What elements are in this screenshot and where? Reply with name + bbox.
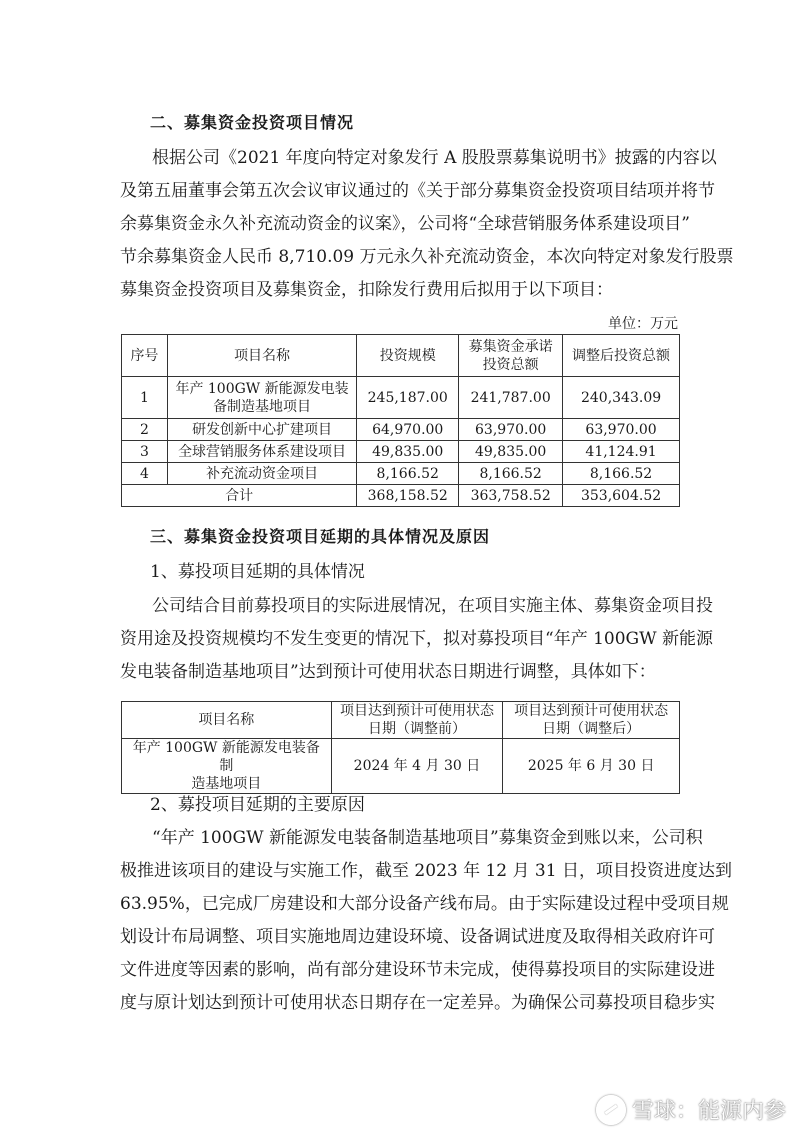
paragraph-line: 发电装备制造基地项目”达到预计可使用状态日期进行调整，具体如下：: [120, 662, 656, 682]
paragraph-line: 募集资金投资项目及募集资金，扣除发行费用后拟用于以下项目：: [120, 280, 613, 300]
snowball-logo-icon: [596, 1095, 626, 1125]
section3-heading: 三、募集资金投资项目延期的具体情况及原因: [150, 527, 491, 546]
table-row: 年产 100GW 新能源发电装备制 造基地项目 2024 年 4 月 30 日 2025 年 6 月 30 日: [122, 739, 680, 794]
header-before: 项目达到预计可使用状态 日期（调整前）: [331, 702, 503, 739]
header-no: 序号: [122, 335, 168, 377]
paragraph-line: 资用途及投资规模均不发生变更的情况下，拟对募投项目“年产 100GW 新能源: [120, 629, 713, 649]
table-total-row: 合计 368,158.52 363,758.52 353,604.52: [122, 485, 680, 507]
paragraph-line: 度与原计划达到预计可使用状态日期存在一定差异。为确保公司募投项目稳步实: [120, 993, 715, 1013]
table-header-row: [122, 335, 680, 377]
paragraph-line: 文件进度等因素的影响，尚有部分建设环节未完成，使得募投项目的实际建设进: [120, 960, 715, 980]
paragraph-line: 及第五届董事会第五次会议审议通过的《关于部分募集资金投资项目结项并将节: [120, 181, 715, 201]
unit-label: 单位：万元: [608, 316, 678, 332]
paragraph-line: 划设计布局调整、项目实施地周边建设环境、设备调试进度及取得相关政府许可: [120, 927, 715, 947]
subsection1-title: 1、募投项目延期的具体情况: [150, 562, 365, 582]
table-row: 2 研发创新中心扩建项目 64,970.00 63,970.00 63,970.00: [122, 419, 680, 441]
watermark: [596, 1094, 786, 1125]
paragraph-line: 节余募集资金人民币 8,710.09 万元永久补充流动资金，本次向特定对象发行股票: [120, 247, 734, 267]
header-name: 项目名称: [167, 335, 356, 377]
investment-table: [121, 334, 680, 507]
paragraph-line: “年产 100GW 新能源发电装备制造基地项目”募集资金到账以来，公司积: [152, 828, 703, 848]
paragraph-line: 余募集资金永久补充流动资金的议案》，公司将“全球营销服务体系建设项目”: [120, 214, 690, 234]
table-row: 4 补充流动资金项目 8,166.52 8,166.52 8,166.52: [122, 463, 680, 485]
section2-heading: 二、募集资金投资项目情况: [150, 113, 355, 132]
section2-paragraph: [120, 142, 734, 307]
watermark-text: 雪球：能源内参: [631, 1099, 786, 1124]
paragraph-line: 极推进该项目的建设与实施工作，截至 2023 年 12 月 31 日，项目投资进度达到: [120, 861, 732, 881]
total-label: 合计: [122, 485, 357, 507]
header-name: 项目名称: [122, 702, 332, 739]
section3-paragraph1: [120, 590, 713, 689]
table-header-row: [122, 702, 680, 739]
section3-paragraph2: [120, 822, 732, 1020]
delay-table: [121, 701, 680, 794]
header-adjusted: 调整后投资总额: [563, 335, 680, 377]
header-commit: 募集资金承诺 投资总额: [459, 335, 563, 377]
header-scale: 投资规模: [357, 335, 459, 377]
paragraph-line: 公司结合目前募投项目的实际进展情况，在项目实施主体、募集资金项目投: [152, 596, 713, 616]
paragraph-line: 根据公司《2021 年度向特定对象发行 A 股股票募集说明书》披露的内容以: [152, 148, 717, 168]
header-after: 项目达到预计可使用状态 日期（调整后）: [503, 702, 680, 739]
table-row: 1 年产 100GW 新能源发电装 备制造基地项目 245,187.00 241,787.00 240,343.09: [122, 377, 680, 419]
subsection2-title: 2、募投项目延期的主要原因: [150, 795, 365, 815]
table-row: 3 全球营销服务体系建设项目 49,835.00 49,835.00 41,124.91: [122, 441, 680, 463]
paragraph-line: 63.95%，已完成厂房建设和大部分设备产线布局。由于实际建设过程中受项目规: [120, 894, 729, 914]
